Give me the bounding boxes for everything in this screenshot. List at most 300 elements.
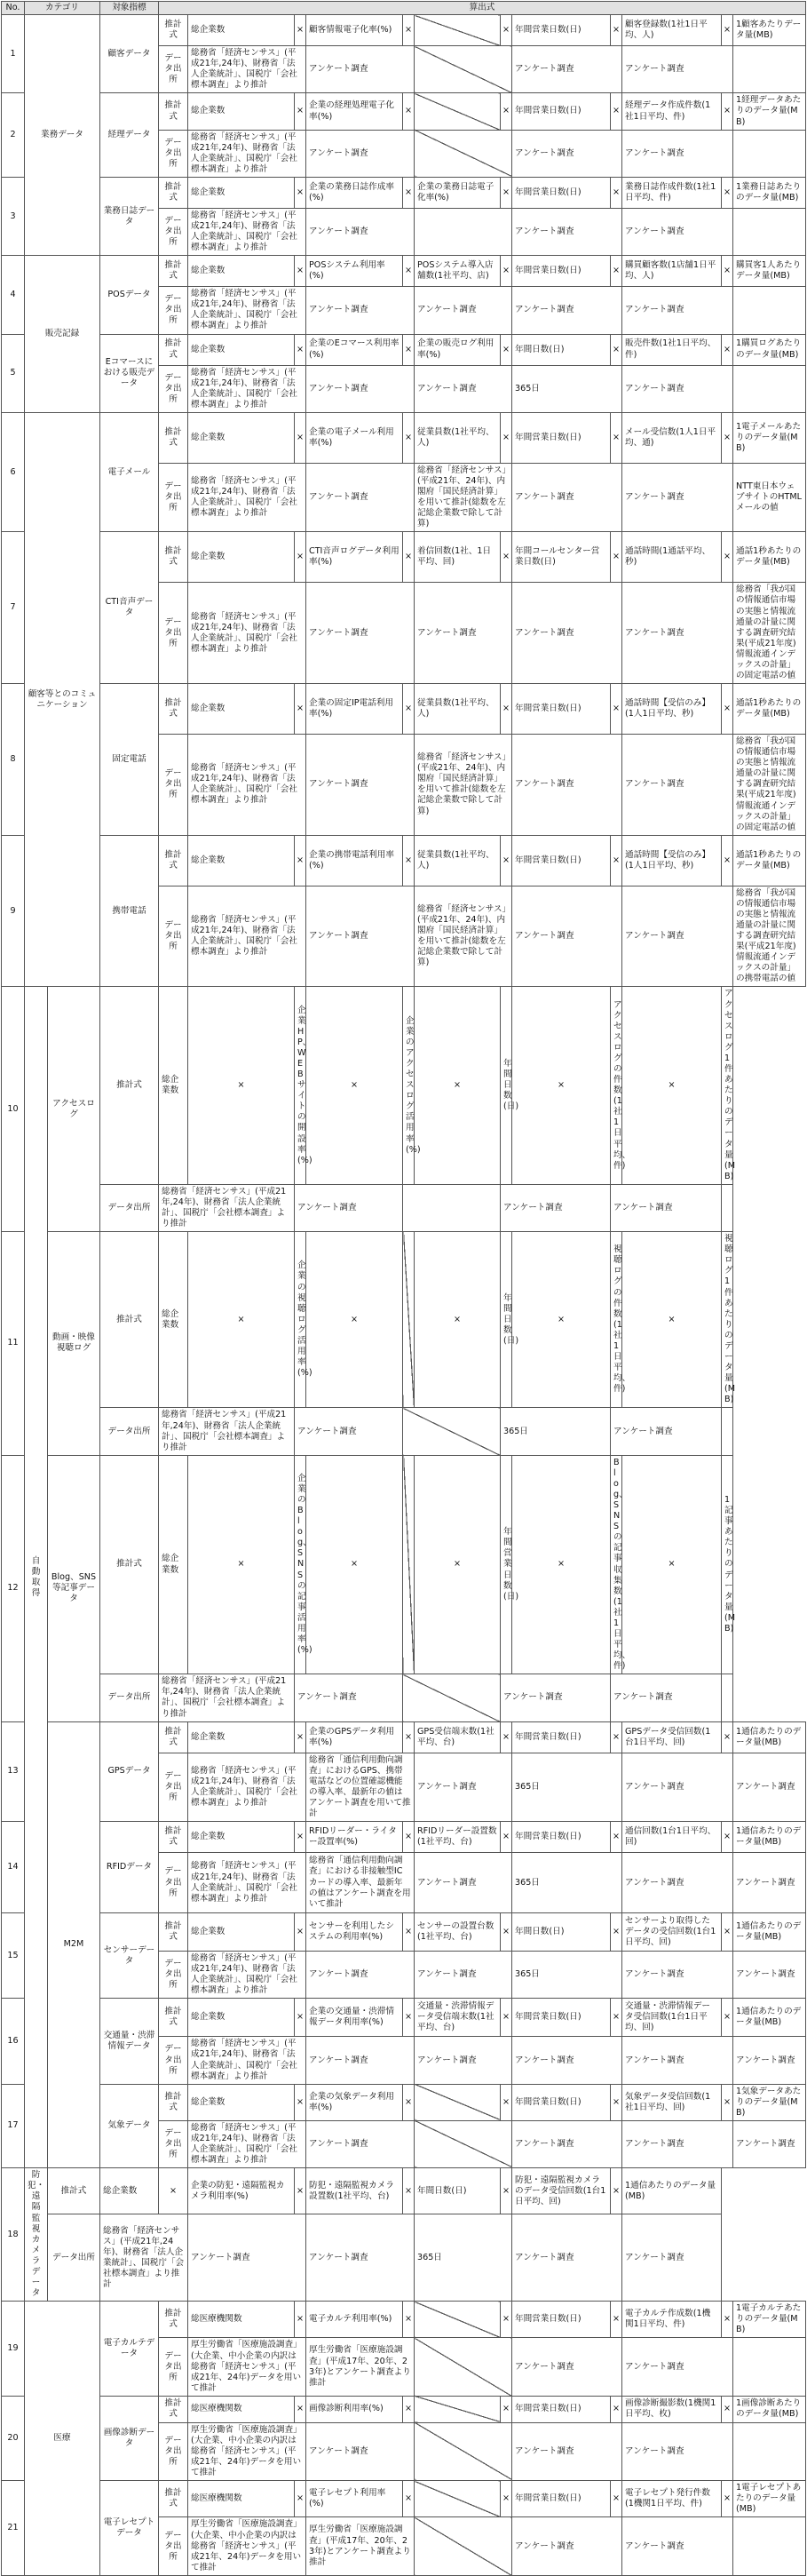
table-row <box>2 15 806 46</box>
formula-label: 推計式 <box>159 2302 188 2338</box>
formula-label: 推計式 <box>159 412 188 463</box>
data-source: アンケート調査 <box>622 2338 733 2396</box>
multiply-sign: × <box>722 532 733 583</box>
data-source: アンケート調査 <box>306 2037 415 2084</box>
multiply-sign: × <box>295 684 306 735</box>
formula-term: 気象データ受信回数(1社1日平均、回) <box>622 2084 722 2120</box>
target-indicator: 電子メール <box>100 412 159 531</box>
formula-term: 企業の固定IP電話利用率(%) <box>306 684 403 735</box>
formula-term: 交通量・渋滞情報データ受信端末数(1社平均、台) <box>415 1999 501 2037</box>
formula-term: 年間営業日数(日) <box>512 1721 611 1753</box>
category-cell: 顧客等とのコミュニケーション <box>25 412 100 987</box>
multiply-sign: × <box>722 835 733 886</box>
formula-term: 総企業数 <box>188 1721 295 1753</box>
data-source: 総務省「経済センサス」(平成21年、24年)、内閣府「国民経済計算」を用いて推計(総数を左記総企業数で除して計算) <box>415 886 512 987</box>
target-indicator: 防犯・遠隔監視カメラデータ <box>25 2168 48 2302</box>
table-row <box>2 1999 806 2037</box>
formula-term: 年間日数(日) <box>512 1913 611 1952</box>
data-source: アンケート調査 <box>415 1952 512 1999</box>
data-source: 総務省「経済センサス」(平成21年,24年)、財務省「法人企業統計」、国税庁「会社標本調査」より推計 <box>159 1184 295 1231</box>
header-category: カテゴリ <box>25 2 100 15</box>
data-source: アンケート調査 <box>733 1853 806 1913</box>
formula-term: POSシステム導入店舗数(1社平均、店) <box>415 256 501 287</box>
data-source: アンケート調査 <box>295 1674 403 1721</box>
data-source: アンケート調査 <box>306 2214 415 2302</box>
data-source: 総務省「経済センサス」(平成21年,24年)、財務省「法人企業統計」、国税庁「会社標本調査」より推計 <box>159 1408 295 1455</box>
formula-term: 総企業数 <box>188 1822 295 1853</box>
formula-term: 通話1秒あたりのデータ量(MB) <box>733 684 806 735</box>
formula-term: 業務日誌作成件数(1社1日平均、件) <box>622 177 722 208</box>
row-number: 15 <box>2 1913 25 1999</box>
source-label: データ出所 <box>159 2338 188 2396</box>
data-source <box>722 1184 733 1231</box>
formula-term: 1通信あたりのデータ量(MB) <box>733 1999 806 2037</box>
formula-term: 企業のEコマース利用率(%) <box>306 334 403 365</box>
source-label: データ出所 <box>159 1952 188 1999</box>
multiply-sign: × <box>403 93 415 130</box>
multiply-sign: × <box>403 2481 415 2517</box>
source-label: データ出所 <box>159 365 188 412</box>
target-indicator: 固定電話 <box>100 684 159 836</box>
multiply-sign: × <box>722 177 733 208</box>
formula-term: POSシステム利用率(%) <box>306 256 403 287</box>
formula-term: GPS受信端末数(1社平均、台) <box>415 1721 501 1753</box>
multiply-sign: × <box>415 1232 501 1408</box>
formula-label: 推計式 <box>159 93 188 130</box>
data-source: アンケート調査 <box>306 130 415 177</box>
multiply-sign: × <box>501 2084 512 2120</box>
formula-term: 1通信あたりのデータ量(MB) <box>733 1721 806 1753</box>
data-source <box>733 365 806 412</box>
formula-term: 総企業数 <box>188 93 295 130</box>
formula-term: 購買顧客数(1店舗1日平均、人) <box>622 256 722 287</box>
formula-term: 従業員数(1社平均、人) <box>415 835 501 886</box>
multiply-sign: × <box>295 177 306 208</box>
data-source: アンケート調査 <box>512 208 622 255</box>
formula-term: 総企業数 <box>188 684 295 735</box>
data-source: アンケート調査 <box>306 208 415 255</box>
data-source: アンケート調査 <box>501 1184 611 1231</box>
data-source <box>415 208 512 255</box>
formula-term: 年間営業日数(日) <box>501 1455 512 1674</box>
table-row <box>2 93 806 130</box>
data-source: アンケート調査 <box>622 583 733 684</box>
formula-term: 企業の携帯電話利用率(%) <box>306 835 403 886</box>
formula-term <box>403 1232 415 1408</box>
formula-term: 通話時間(1通話平均、秒) <box>622 532 722 583</box>
data-source: アンケート調査 <box>622 208 733 255</box>
formula-term: 企業の経理処理電子化率(%) <box>306 93 403 130</box>
formula-term: 1購買ログあたりのデータ量(MB) <box>733 334 806 365</box>
formula-term: 総企業数 <box>188 412 295 463</box>
source-label: データ出所 <box>100 1184 159 1231</box>
multiply-sign: × <box>159 2168 188 2214</box>
formula-term: 通話1秒あたりのデータ量(MB) <box>733 835 806 886</box>
formula-term: 年間営業日数(日) <box>512 835 611 886</box>
data-source: アンケート調査 <box>415 1853 512 1913</box>
formula-label: 推計式 <box>159 15 188 46</box>
multiply-sign: × <box>611 2481 622 2517</box>
data-source: アンケート調査 <box>611 1674 722 1721</box>
row-number: 3 <box>2 177 25 255</box>
formula-term <box>415 93 501 130</box>
row-number: 13 <box>2 1721 25 1821</box>
formula-term: 年間日数(日) <box>512 334 611 365</box>
formula-term: センサーを利用したシステムの利用率(%) <box>306 1913 403 1952</box>
data-source: アンケート調査 <box>306 2422 415 2480</box>
target-indicator: 顧客データ <box>100 15 159 93</box>
multiply-sign: × <box>611 15 622 46</box>
row-number: 14 <box>2 1822 25 1913</box>
formula-term: 販売件数(1社1日平均、件) <box>622 334 722 365</box>
formula-term: 画像診断撮影数(1機関1日平均、枚) <box>622 2396 722 2422</box>
data-source: NTT東日本ウェブサイトのHTMLメールの値 <box>733 463 806 531</box>
row-number: 11 <box>2 1232 25 1456</box>
multiply-sign: × <box>501 177 512 208</box>
multiply-sign: × <box>295 93 306 130</box>
data-source: アンケート調査 <box>295 1184 403 1231</box>
multiply-sign: × <box>611 2168 622 2214</box>
source-label: データ出所 <box>100 1674 159 1721</box>
table-row <box>2 1721 806 1753</box>
multiply-sign: × <box>501 412 512 463</box>
table-row <box>2 2168 806 2214</box>
formula-term: 年間日数(日) <box>501 1232 512 1408</box>
category-cell: 業務データ <box>25 15 100 256</box>
data-source: アンケート調査 <box>733 1753 806 1821</box>
multiply-sign: × <box>403 835 415 886</box>
data-source: 365日 <box>512 1952 622 1999</box>
formula-term: 年間営業日数(日) <box>512 2084 611 2120</box>
multiply-sign: × <box>722 256 733 287</box>
data-source: アンケート調査 <box>733 2120 806 2167</box>
multiply-sign: × <box>295 2084 306 2120</box>
multiply-sign: × <box>295 256 306 287</box>
multiply-sign: × <box>295 1721 306 1753</box>
formula-label: 推計式 <box>159 334 188 365</box>
multiply-sign: × <box>306 1455 403 1674</box>
multiply-sign: × <box>403 2302 415 2338</box>
formula-term: センサーより取得したデータの受信回数(1台1日平均、回) <box>622 1913 722 1952</box>
row-number: 18 <box>2 2168 25 2302</box>
multiply-sign: × <box>722 2396 733 2422</box>
data-source: 総務省「経済センサス」(平成21年、24年)、内閣府「国民経済計算」を用いて推計(総数を左記総企業数で除して計算) <box>415 463 512 531</box>
formula-term: 総企業数 <box>159 987 188 1184</box>
source-label: データ出所 <box>48 2214 100 2302</box>
data-source <box>733 130 806 177</box>
formula-term: 企業のアクセスログ活用率(%) <box>403 987 415 1184</box>
multiply-sign: × <box>403 334 415 365</box>
multiply-sign: × <box>403 1721 415 1753</box>
table-row <box>2 2084 806 2120</box>
multiply-sign: × <box>501 684 512 735</box>
formula-term: Blog、SNSの記事収集数(1社1日平均、件) <box>611 1455 622 1674</box>
multiply-sign: × <box>501 2396 512 2422</box>
multiply-sign: × <box>295 2302 306 2338</box>
data-source <box>415 2338 512 2396</box>
row-number: 2 <box>2 93 25 178</box>
data-source: アンケート調査 <box>306 583 415 684</box>
data-source: 厚生労働省「医療施設調査」(大企業、中小企業の内訳は総務省「経済センサス」(平成21年、24年)データを用いて推計 <box>188 2517 306 2575</box>
data-source: アンケート調査 <box>622 886 733 987</box>
table-row <box>2 1184 806 1231</box>
data-source <box>722 1408 733 1455</box>
data-source <box>733 46 806 93</box>
formula-term: 総企業数 <box>188 334 295 365</box>
data-source: アンケート調査 <box>295 1408 403 1455</box>
source-label: データ出所 <box>159 287 188 334</box>
data-source <box>415 2422 512 2480</box>
data-source <box>403 1674 501 1721</box>
table-row <box>2 1455 806 1674</box>
target-indicator: 経理データ <box>100 93 159 178</box>
formula-term: 通話時間【受信のみ】(1人1日平均、秒) <box>622 835 722 886</box>
multiply-sign: × <box>501 1913 512 1952</box>
formula-term: 総企業数 <box>188 1999 295 2037</box>
formula-term: 年間営業日数(日) <box>512 177 611 208</box>
multiply-sign: × <box>403 684 415 735</box>
table-row <box>2 835 806 886</box>
target-indicator: GPSデータ <box>100 1721 159 1821</box>
multiply-sign: × <box>295 334 306 365</box>
formula-term: 年間営業日数(日) <box>512 2396 611 2422</box>
data-source: アンケート調査 <box>306 365 415 412</box>
formula-term: 年間日数(日) <box>415 2168 501 2214</box>
target-indicator: 交通量・渋滞情報データ <box>100 1999 159 2084</box>
data-source: 総務省「経済センサス」(平成21年,24年)、財務省「法人企業統計」、国税庁「会社標本調査」より推計 <box>159 1674 295 1721</box>
multiply-sign: × <box>611 2302 622 2338</box>
data-source: 厚生労働省「医療施設調査」(平成17年、20年、23年)とアンケート調査より推計 <box>306 2338 415 2396</box>
data-source: 総務省「経済センサス」(平成21年,24年)、財務省「法人企業統計」、国税庁「会社標本調査」より推計 <box>188 287 306 334</box>
category-cell: M2M <box>48 1721 100 2168</box>
multiply-sign: × <box>403 256 415 287</box>
table-row <box>2 256 806 287</box>
data-source: アンケート調査 <box>512 583 622 684</box>
formula-term: 総企業数 <box>188 835 295 886</box>
data-source: 365日 <box>512 1853 622 1913</box>
multiply-sign: × <box>415 1455 501 1674</box>
formula-term: 1記事あたりのデータ量(MB) <box>722 1455 733 1674</box>
multiply-sign: × <box>403 1913 415 1952</box>
category-cell: 自動取得 <box>25 987 48 2168</box>
data-source: アンケート調査 <box>611 1408 722 1455</box>
data-source: アンケート調査 <box>501 1674 611 1721</box>
formula-term: 購買客1人あたりデータ量(MB) <box>733 256 806 287</box>
data-source: 365日 <box>512 1753 622 1821</box>
row-number: 20 <box>2 2396 25 2480</box>
target-indicator: アクセスログ <box>48 987 100 1232</box>
table-row <box>2 2396 806 2422</box>
multiply-sign: × <box>611 256 622 287</box>
table-header-row <box>2 2 806 15</box>
data-source <box>733 2338 806 2396</box>
formula-term: 総企業数 <box>159 1232 188 1408</box>
row-number: 10 <box>2 987 25 1232</box>
formula-term: 企業の業務日誌電子化率(%) <box>415 177 501 208</box>
table-row <box>2 1408 806 1455</box>
formula-term: 総企業数 <box>188 256 295 287</box>
source-label: データ出所 <box>159 886 188 987</box>
formula-term: 1画像診断あたりのデータ量(MB) <box>733 2396 806 2422</box>
data-source: アンケート調査 <box>512 130 622 177</box>
multiply-sign: × <box>512 1232 611 1408</box>
data-source: 総務省「我が国の情報通信市場の実態と情報流通量の計量に関する調査研究結果(平成21年度)情報流通インデックスの計量」の携帯電話の値 <box>733 886 806 987</box>
multiply-sign: × <box>722 2481 733 2517</box>
formula-term: 防犯・遠隔監視カメラ設置数(1社平均、台) <box>306 2168 403 2214</box>
formula-term: 通信回数(1台1日平均、回) <box>622 1822 722 1853</box>
table-row <box>2 1674 806 1721</box>
row-number: 19 <box>2 2302 25 2397</box>
multiply-sign: × <box>415 987 501 1184</box>
multiply-sign: × <box>611 835 622 886</box>
data-source: アンケート調査 <box>512 463 622 531</box>
multiply-sign: × <box>622 987 722 1184</box>
formula-term <box>415 15 501 46</box>
data-source: アンケート調査 <box>512 2422 622 2480</box>
data-source: 365日 <box>415 2214 512 2302</box>
multiply-sign: × <box>611 93 622 130</box>
multiply-sign: × <box>611 2396 622 2422</box>
target-indicator: 電子カルテデータ <box>100 2302 159 2397</box>
formula-term: 1顧客あたりデータ量(MB) <box>733 15 806 46</box>
multiply-sign: × <box>512 1455 611 1674</box>
table-row <box>2 412 806 463</box>
multiply-sign: × <box>611 1999 622 2037</box>
data-source: 総務省「経済センサス」(平成21年,24年)、財務省「法人企業統計」、国税庁「会社標本調査」より推計 <box>188 130 306 177</box>
formula-term: 総企業数 <box>188 177 295 208</box>
multiply-sign: × <box>501 2481 512 2517</box>
multiply-sign: × <box>501 835 512 886</box>
multiply-sign: × <box>295 2396 306 2422</box>
data-source: 厚生労働省「医療施設調査」(大企業、中小企業の内訳は総務省「経済センサス」(平成21年、24年)データを用いて推計 <box>188 2338 306 2396</box>
formula-term <box>415 2481 501 2517</box>
data-source: アンケート調査 <box>512 2517 622 2575</box>
table-row <box>2 2302 806 2338</box>
data-source: アンケート調査 <box>622 130 733 177</box>
data-source: 総務省「経済センサス」(平成21年,24年)、財務省「法人企業統計」、国税庁「会社標本調査」より推計 <box>188 208 306 255</box>
formula-term: 画像診断利用率(%) <box>306 2396 403 2422</box>
row-number: 1 <box>2 15 25 93</box>
data-source: 総務省「経済センサス」(平成21年,24年)、財務省「法人企業統計」、国税庁「会社標本調査」より推計 <box>100 2214 188 2302</box>
data-source: アンケート調査 <box>306 46 415 93</box>
data-source: アンケート調査 <box>622 2037 733 2084</box>
multiply-sign: × <box>501 1999 512 2037</box>
data-source: アンケート調査 <box>622 287 733 334</box>
data-source: アンケート調査 <box>622 1853 733 1913</box>
data-source: アンケート調査 <box>306 886 415 987</box>
row-number: 4 <box>2 256 25 334</box>
target-indicator: 画像診断データ <box>100 2396 159 2480</box>
data-source: アンケート調査 <box>306 1952 415 1999</box>
data-source: 総務省「経済センサス」(平成21年,24年)、財務省「法人企業統計」、国税庁「会社標本調査」より推計 <box>188 2120 306 2167</box>
target-indicator: センサーデータ <box>100 1913 159 1999</box>
data-source: アンケート調査 <box>415 583 512 684</box>
data-source <box>403 1408 501 1455</box>
formula-label: 推計式 <box>159 1913 188 1952</box>
data-source: 総務省「通信利用動向調査」における非接触型ICカードの導入率、最新年の値はアンケート調査を用いて推計 <box>306 1853 415 1913</box>
target-indicator: 電子レセプトデータ <box>100 2481 159 2576</box>
multiply-sign: × <box>295 15 306 46</box>
formula-term: 1気象データあたりのデータ量(MB) <box>733 2084 806 2120</box>
multiply-sign: × <box>722 1999 733 2037</box>
data-source: アンケート調査 <box>512 287 622 334</box>
formula-term <box>403 1455 415 1674</box>
formula-term: 企業の電子メール利用率(%) <box>306 412 403 463</box>
formula-term: 総医療機関数 <box>188 2396 295 2422</box>
header-no: No. <box>2 2 25 15</box>
data-source: 総務省「経済センサス」(平成21年,24年)、財務省「法人企業統計」、国税庁「会社標本調査」より推計 <box>188 886 306 987</box>
target-indicator: POSデータ <box>100 256 159 334</box>
data-source: 総務省「経済センサス」(平成21年,24年)、財務省「法人企業統計」、国税庁「会社標本調査」より推計 <box>188 2037 306 2084</box>
formula-term: 総企業数 <box>188 2084 295 2120</box>
formula-term: 電子カルテ利用率(%) <box>306 2302 403 2338</box>
formula-term: アクセスログの件数(1社1日平均、件) <box>611 987 622 1184</box>
source-label: データ出所 <box>159 1753 188 1821</box>
row-number: 6 <box>2 412 25 531</box>
target-indicator: 動画・映像視聴ログ <box>48 1232 100 1456</box>
multiply-sign: × <box>501 1721 512 1753</box>
data-source <box>733 2517 806 2575</box>
formula-term: GPSデータ受信回数(1台1日平均、回) <box>622 1721 722 1753</box>
category-cell: 販売記録 <box>25 256 100 413</box>
data-source: アンケート調査 <box>512 46 622 93</box>
formula-term: 総企業数 <box>100 2168 159 2214</box>
formula-term: 1通信あたりのデータ量(MB) <box>733 1822 806 1853</box>
multiply-sign: × <box>611 177 622 208</box>
formula-term: 総医療機関数 <box>188 2481 295 2517</box>
formula-term: 年間営業日数(日) <box>512 256 611 287</box>
formula-term: 総企業数 <box>188 1913 295 1952</box>
multiply-sign: × <box>501 2302 512 2338</box>
formula-term: 1業務日誌あたりのデータ量(MB) <box>733 177 806 208</box>
data-source <box>415 46 512 93</box>
table-row <box>2 2481 806 2517</box>
row-number: 17 <box>2 2084 25 2168</box>
multiply-sign: × <box>501 2168 512 2214</box>
multiply-sign: × <box>722 334 733 365</box>
multiply-sign: × <box>611 412 622 463</box>
source-label: データ出所 <box>100 1408 159 1455</box>
data-source: アンケート調査 <box>415 365 512 412</box>
data-source: 365日 <box>501 1408 611 1455</box>
formula-label: 推計式 <box>159 256 188 287</box>
table-row <box>2 2214 806 2302</box>
target-indicator: 気象データ <box>100 2084 159 2168</box>
formula-term: 通話時間【受信のみ】(1人1日平均、秒) <box>622 684 722 735</box>
multiply-sign: × <box>611 334 622 365</box>
formula-term: 年間営業日数(日) <box>512 2302 611 2338</box>
data-source: アンケート調査 <box>622 2422 733 2480</box>
multiply-sign: × <box>722 412 733 463</box>
formula-term: 1電子メールあたりのデータ量(MB) <box>733 412 806 463</box>
formula-term: 年間営業日数(日) <box>512 93 611 130</box>
multiply-sign: × <box>295 835 306 886</box>
formula-term: 視聴ログ1件あたりのデータ量(MB) <box>722 1232 733 1408</box>
formula-term: 企業の販売ログ利用率(%) <box>415 334 501 365</box>
source-label: データ出所 <box>159 46 188 93</box>
formula-label: 推計式 <box>159 1721 188 1753</box>
multiply-sign: × <box>295 532 306 583</box>
data-source: 総務省「経済センサス」(平成21年,24年)、財務省「法人企業統計」、国税庁「会社標本調査」より推計 <box>188 1753 306 1821</box>
formula-label: 推計式 <box>159 684 188 735</box>
multiply-sign: × <box>611 1913 622 1952</box>
formula-term: 企業のBlog、SNSの記事活用率(%) <box>295 1455 306 1674</box>
formula-term: 従業員数(1社平均、人) <box>415 684 501 735</box>
multiply-sign: × <box>512 987 611 1184</box>
data-source: アンケート調査 <box>622 2214 722 2302</box>
multiply-sign: × <box>611 532 622 583</box>
data-source: 総務省「経済センサス」(平成21年,24年)、財務省「法人企業統計」、国税庁「会社標本調査」より推計 <box>188 1853 306 1913</box>
